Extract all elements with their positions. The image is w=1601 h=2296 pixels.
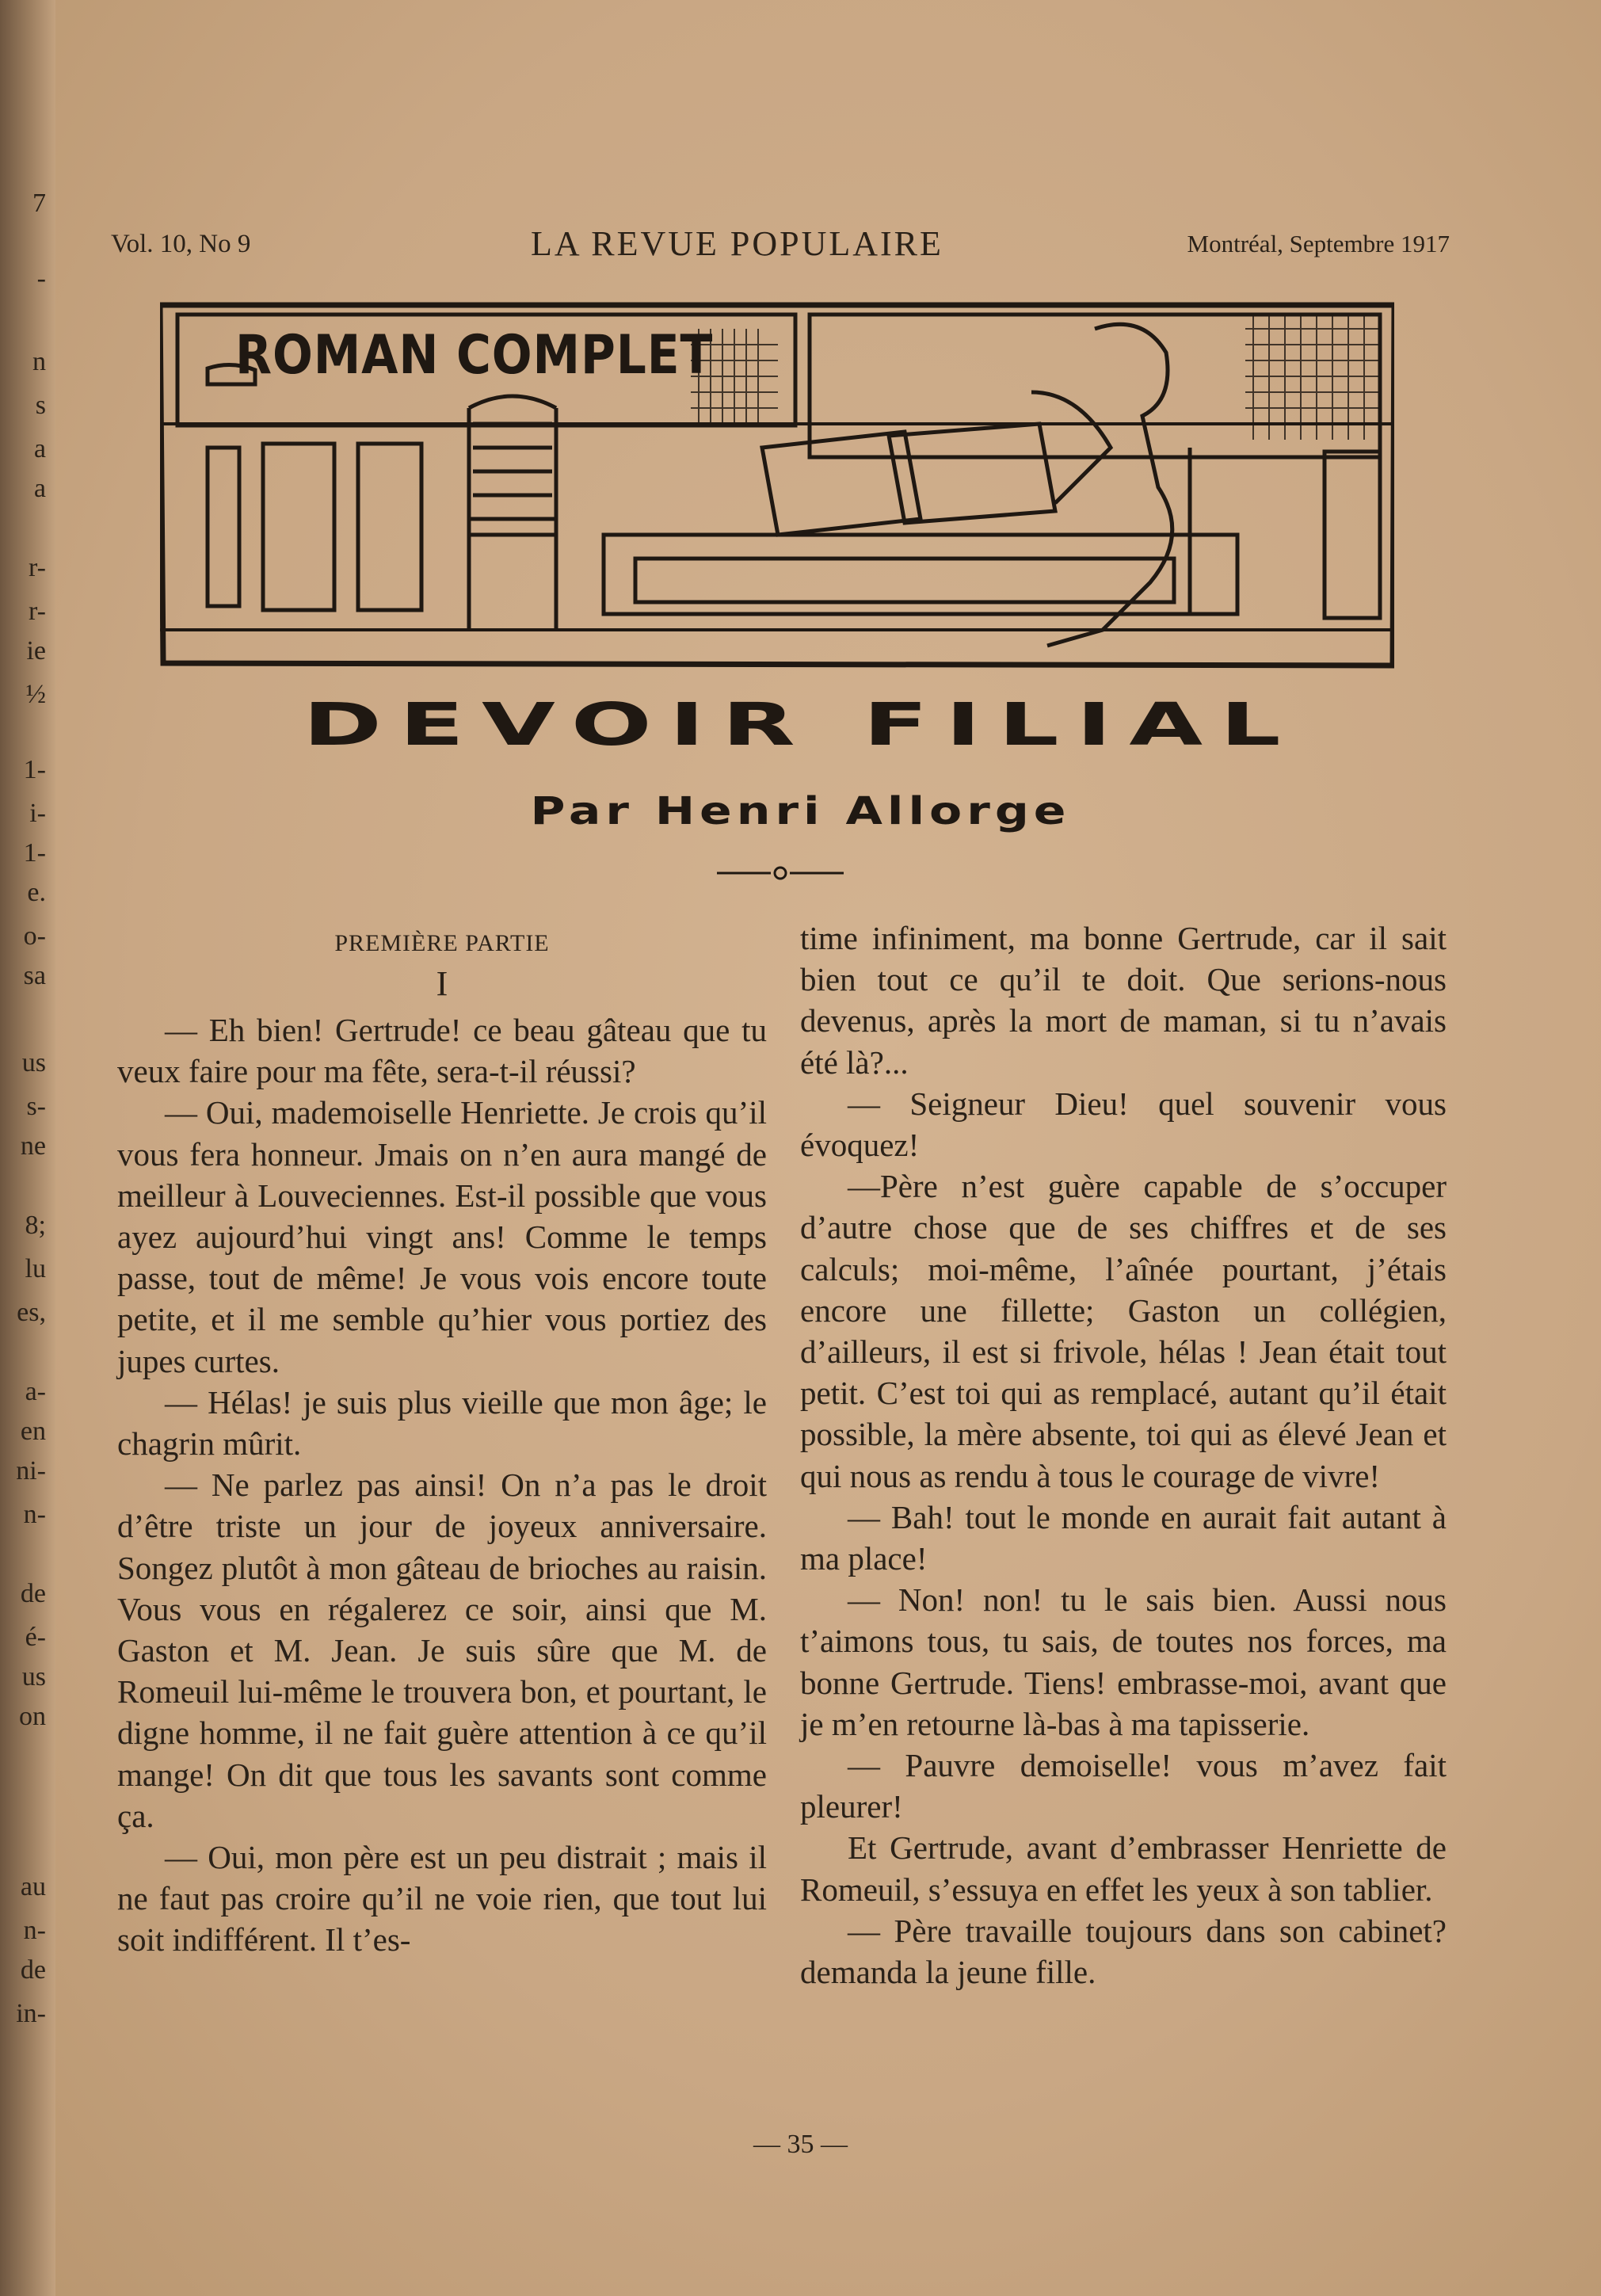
paragraph: — Oui, mon père est un peu distrait ; mais il ne faut pas croire qu’il ne voie rien, que tout lui soit indifférent. Il t’es- — [117, 1839, 767, 1958]
paragraph: —Père n’est guère capable de s’occuper d’autre chose que de ses chiffres et de ses calculs; moi-même, l’aînée pourtant, j’étais encore une fillette; Gaston un collégien, d’ailleurs, il est si frivole, hélas ! Jean était tout petit. C’est toi qui as remplacé, autant qu’il était possible, la mère absente, toi qui as élevé Jean et qui nous as rendu à tous le courage de vivre! — [800, 1168, 1447, 1494]
chapter-number: I — [436, 964, 448, 1003]
adjacent-page-fragment: 1- — [23, 755, 46, 784]
adjacent-page-fragment: en — [20, 1417, 46, 1446]
adjacent-page-fragment: ni- — [16, 1456, 46, 1486]
adjacent-page-fragment: s — [35, 391, 46, 420]
text-column-right — [800, 917, 1447, 1993]
paragraph: — Oui, mademoiselle Henriette. Je crois qu’il vous fera honneur. Jmais on n’en aura mangé de meilleur à Louveciennes. Est-il possible que vous ayez aujourd’hui vingt ans! Comme le temps passe, tout de même! Je vous vois encore toute petite, et il me semble qu’hier vous portiez des jupes curtes. — [117, 1094, 767, 1379]
adjacent-page-fragment: ie — [26, 636, 46, 666]
adjacent-page-fragment: de — [20, 1579, 46, 1608]
adjacent-page-fragment: a- — [25, 1377, 46, 1406]
part-heading: PREMIÈRE PARTIE — [334, 930, 550, 956]
story-byline: Par Henri Allorge — [530, 789, 1071, 833]
adjacent-page-fragment: us — [21, 1662, 46, 1691]
ornament-divider — [717, 864, 844, 883]
adjacent-page-fragment: - — [36, 264, 46, 293]
paragraph: — Ne parlez pas ainsi! On n’a pas le droit d’être triste un jour de joyeux anniversaire. Songez plutôt à mon gâteau de brioches au raisin. Vous vous en régalerez ce soir, ainsi que M. Gaston et M. Jean. Je suis sûre que M. de Romeuil lui-même le trouvera bon, et pourtant, le digne homme, il ne fait guère attention à ce qu’il mange! On dit que tous les savants sont comme ça. — [117, 1466, 767, 1834]
adjacent-page-fragment: au — [20, 1872, 46, 1901]
paragraph: — Bah! tout le monde en aurait fait autant à ma place! — [800, 1498, 1447, 1577]
adjacent-page-fragment: a — [33, 474, 46, 503]
volume-number: Vol. 10, No 9 — [111, 230, 251, 258]
adjacent-page-fragment: ne — [20, 1131, 46, 1161]
paragraph: — Seigneur Dieu! quel souvenir vous évoquez! — [800, 1085, 1447, 1164]
adjacent-page-fragment: n- — [23, 1916, 46, 1945]
banner-label: ROMAN COMPLET — [235, 324, 714, 387]
banner-illustration — [160, 297, 1394, 669]
adjacent-page-fragment: es, — [17, 1298, 46, 1327]
running-head — [111, 223, 1450, 268]
adjacent-page-fragment: 8; — [25, 1211, 46, 1240]
paragraph: — Eh bien! Gertrude! ce beau gâteau que tu veux faire pour ma fête, sera-t-il réussi? — [117, 1012, 767, 1090]
adjacent-page-fragment: lu — [25, 1254, 46, 1283]
paragraph: — Père travaille toujours dans son cabinet? demanda la jeune fille. — [800, 1912, 1447, 1991]
adjacent-page-fragment: e. — [27, 878, 46, 907]
place-date: Montréal, Septembre 1917 — [1187, 230, 1450, 257]
adjacent-page-fragment: é- — [25, 1623, 46, 1652]
adjacent-page-fragment: r- — [29, 553, 46, 582]
adjacent-page-fragment: n- — [23, 1500, 46, 1529]
adjacent-page-fragment: in- — [16, 1999, 46, 2028]
adjacent-page-fragment: us — [21, 1048, 46, 1077]
adjacent-page-fragment: a — [33, 434, 46, 463]
paragraph: — Pauvre demoiselle! vous m’avez fait pleurer! — [800, 1747, 1447, 1825]
adjacent-page-fragment: 7 — [32, 189, 46, 218]
adjacent-page-fragment: r- — [29, 597, 46, 626]
adjacent-page-fragment: i- — [29, 799, 46, 828]
paragraph-continuation: time infiniment, ma bonne Gertrude, car il sait bien tout ce qu’il te doit. Que serions-nous devenus, après la mort de maman, si tu n’avais été là?... — [800, 920, 1447, 1081]
adjacent-page-fragment: on — [19, 1702, 46, 1731]
adjacent-page-fragment: de — [20, 1955, 46, 1985]
adjacent-page-fragment: ½ — [25, 680, 46, 709]
paragraph: — Hélas! je suis plus vieille que mon âge; le chagrin mûrit. — [117, 1383, 767, 1463]
paragraph: — Non! non! tu le sais bien. Aussi nous t’aimons tous, tu sais, de toutes nos forces, ma bonne Gertrude. Tiens! embrasse-moi, avant que je m’en retourne là-bas à ma tapisserie. — [800, 1581, 1447, 1742]
adjacent-page-fragment: n — [32, 347, 46, 376]
story-title: DEVOIR FILIAL — [303, 691, 1298, 760]
adjacent-page-fragment: o- — [23, 921, 46, 951]
paragraph: Et Gertrude, avant d’embrasser Henriette de Romeuil, s’essuya en effet les yeux à son tablier. — [800, 1829, 1447, 1908]
magazine-title: LA REVUE POPULAIRE — [531, 224, 943, 263]
page-number: — 35 — — [753, 2130, 848, 2159]
adjacent-page-fragment: s- — [26, 1092, 46, 1121]
adjacent-page-fragment: 1- — [23, 838, 46, 868]
adjacent-page-fragment: sa — [23, 961, 46, 990]
text-column-left — [117, 919, 767, 1961]
